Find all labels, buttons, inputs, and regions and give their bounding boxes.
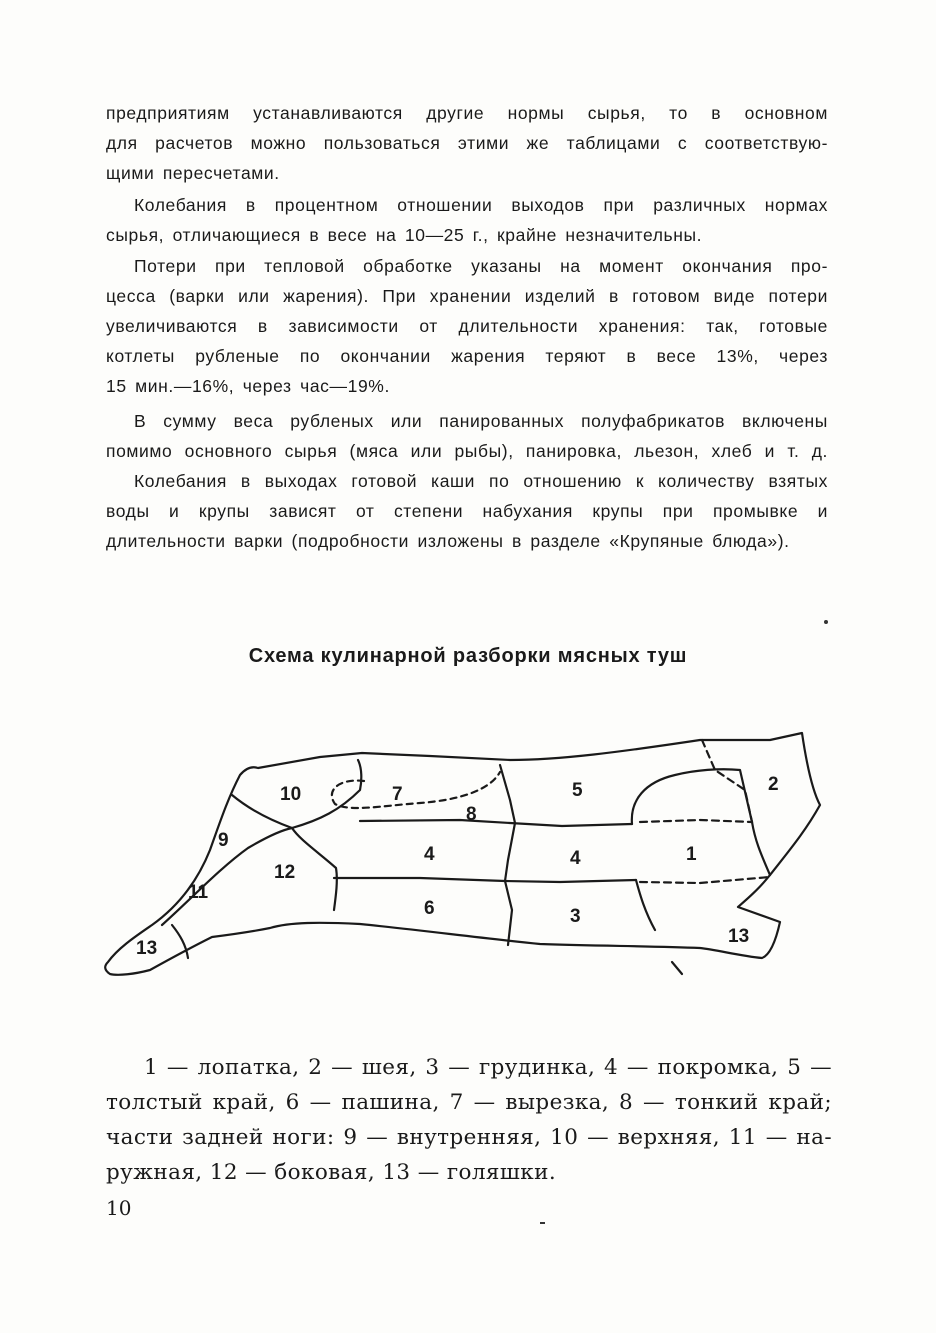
diagram-title: Схема кулинарной разборки мясных туш <box>248 645 688 667</box>
zone-label: 9 <box>218 830 229 851</box>
print-speck <box>824 620 828 624</box>
zone-label: 11 <box>188 882 209 903</box>
paragraph-5 <box>106 466 828 556</box>
text-line: котлеты рубленые по окончании жарения теряют в весе 13%, через <box>106 346 828 366</box>
text-line: длительности варки (подробности изложены в разделе «Крупяные блюда»). <box>106 531 790 551</box>
zone-label: 12 <box>274 862 296 883</box>
zone-label: 4 <box>424 844 435 865</box>
zone-label: 13 <box>136 938 158 959</box>
zone-label: 10 <box>280 784 302 805</box>
print-speck <box>540 1222 545 1224</box>
zone-label: 8 <box>466 804 477 825</box>
text-line: Колебания в выходах готовой каши по отношению к количеству взятых <box>134 471 828 491</box>
zone-label: 2 <box>768 774 779 795</box>
paragraph-2 <box>106 190 828 250</box>
text-line: цесса (варки или жарения). При хранении изделий в готовом виде потери <box>106 286 828 306</box>
paragraph-3 <box>106 251 828 401</box>
text-line: сырья, отличающиеся в весе на 10—25 г., крайне незначительны. <box>106 225 703 245</box>
diagram-legend <box>106 1050 832 1190</box>
zone-label: 13 <box>728 926 750 947</box>
legend-line: 1 — лопатка, 2 — шея, 3 — грудинка, 4 — покромка, 5 — <box>144 1055 832 1080</box>
text-line: Колебания в процентном отношении выходов при различных нормах <box>134 195 828 215</box>
zone-label: 4 <box>570 848 581 869</box>
carcass-cut-diagram <box>0 700 936 1000</box>
text-line: воды и крупы зависят от степени набухания крупы при промывке и <box>106 501 828 521</box>
legend-line: ружная, 12 — боковая, 13 — голяшки. <box>106 1160 557 1185</box>
zone-label: 3 <box>570 906 581 927</box>
text-line: для расчетов можно пользоваться этими же таблицами с соответствую- <box>106 133 828 153</box>
text-line: Потери при тепловой обработке указаны на момент окончания про- <box>134 256 828 276</box>
text-line: предприятиям устанавливаются другие нормы сырья, то в основном <box>106 103 828 123</box>
text-line: щими пересчетами. <box>106 163 280 183</box>
text-line: увеличиваются в зависимости от длительности хранения: так, готовые <box>106 316 828 336</box>
text-line: В сумму веса рубленых или панированных полуфабрикатов включены <box>134 411 828 431</box>
text-line: помимо основного сырья (мяса или рыбы), панировка, льезон, хлеб и т. д. <box>106 441 828 461</box>
zone-label: 1 <box>686 844 697 865</box>
legend-line: толстый край, 6 — пашина, 7 — вырезка, 8 — тонкий край; <box>106 1090 832 1115</box>
paragraph-1 <box>106 98 828 188</box>
zone-label: 5 <box>572 780 583 801</box>
text-line: 15 мин.—16%, через час—19%. <box>106 376 390 396</box>
legend-line: части задней ноги: 9 — внутренняя, 10 — верхняя, 11 — на- <box>106 1125 832 1150</box>
paragraph-4 <box>106 406 828 466</box>
zone-label: 6 <box>424 898 435 919</box>
zone-label: 7 <box>392 784 403 805</box>
page-number: 10 <box>106 1196 132 1220</box>
